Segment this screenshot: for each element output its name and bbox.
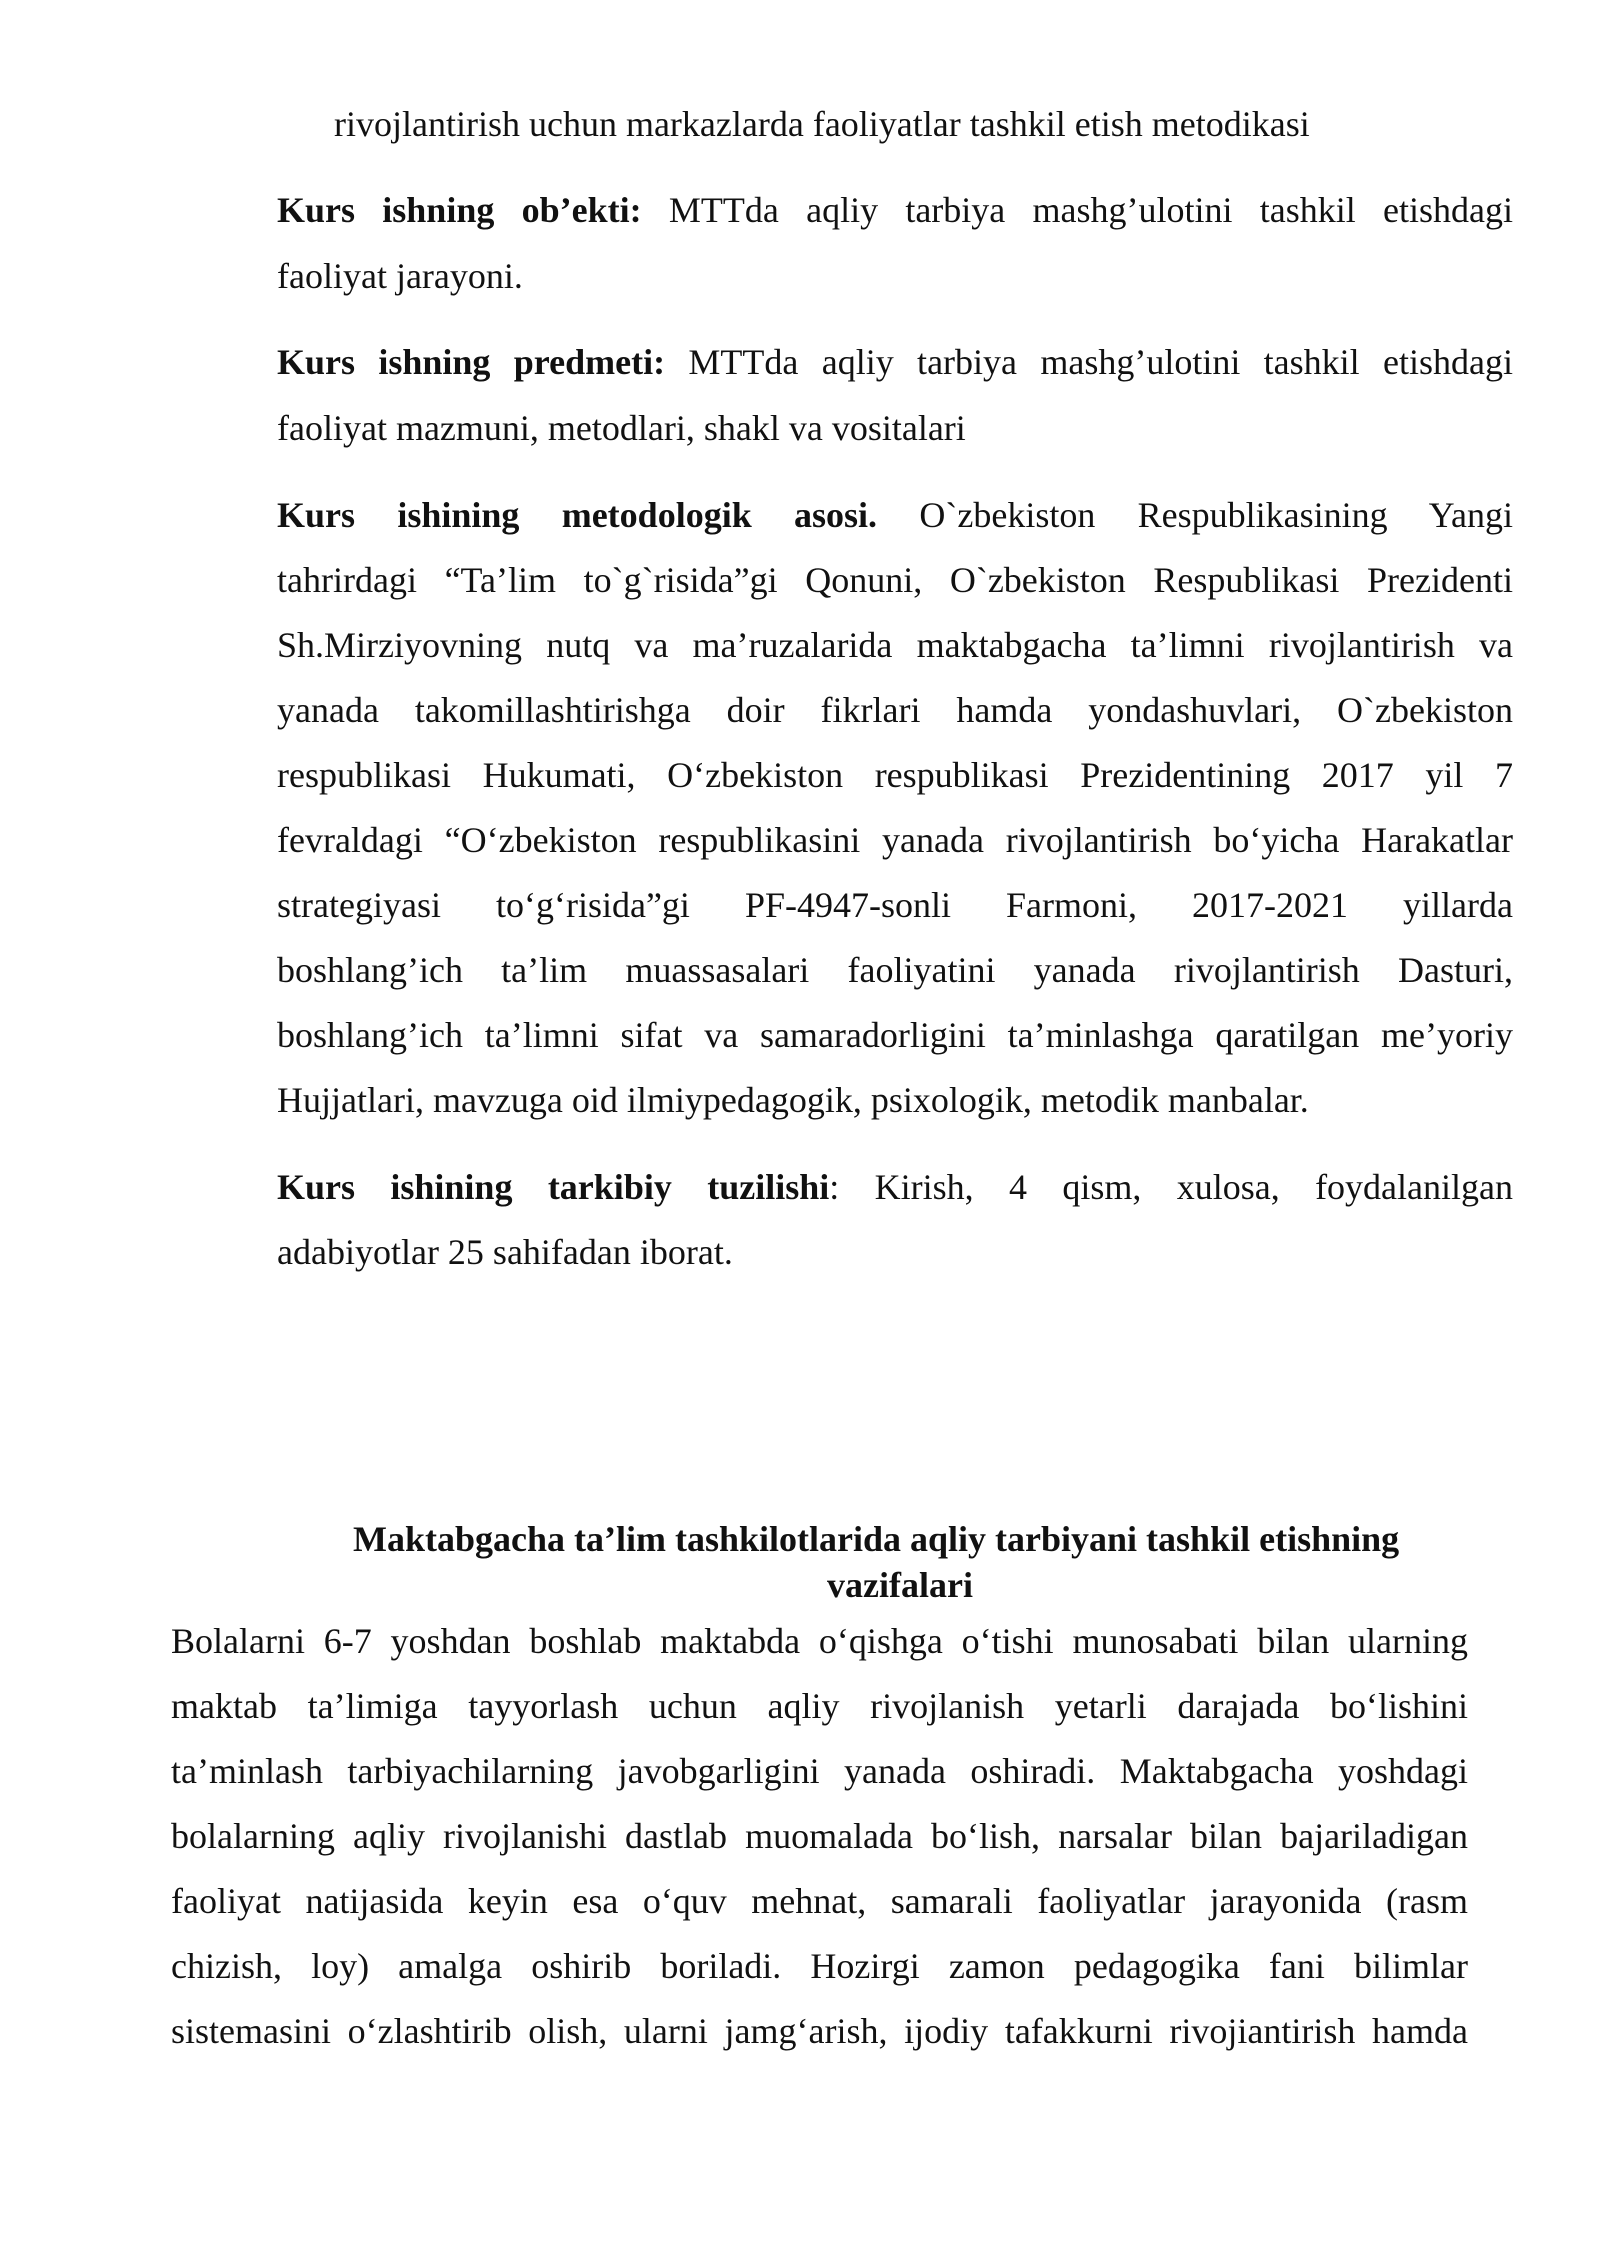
object-line-1	[277, 192, 1513, 228]
section-heading-line-2: vazifalari	[827, 1565, 973, 1605]
object-label: Kurs ishning ob’ekti:	[277, 190, 642, 230]
methodology-text: O`zbekiston Respublikasining Yangi	[919, 495, 1513, 535]
paragraph-line: Bolalarni 6-7 yoshdan boshlab maktabda o‘qishga o‘tishi munosabati bilan ularning	[171, 1621, 1468, 1661]
methodology-line: fevraldagi “O‘zbekiston respublikasini yanada rivojlantirish bo‘yicha Harakatlar	[277, 820, 1513, 860]
paragraph-line: chizish, loy) amalga oshirib boriladi. Hozirgi zamon pedagogika fani bilimlar	[171, 1946, 1468, 1986]
top-line: rivojlantirish uchun markazlarda faoliyatlar tashkil etish metodikasi	[334, 104, 1310, 144]
paragraph-line: faoliyat natijasida keyin esa o‘quv mehnat, samarali faoliyatlar jarayonida (rasm	[171, 1881, 1468, 1921]
methodology-line: boshlang’ich ta’lim muassasalari faoliyatini yanada rivojlantirish Dasturi,	[277, 950, 1513, 990]
subject-label: Kurs ishning predmeti:	[277, 342, 666, 382]
subject-line-2: faoliyat mazmuni, metodlari, shakl va vositalari	[277, 408, 966, 448]
object-line-2: faoliyat jarayoni.	[277, 256, 523, 296]
methodology-label: Kurs ishining metodologik asosi.	[277, 495, 878, 535]
methodology-line: boshlang’ich ta’limni sifat va samaradorligini ta’minlashga qaratilgan me’yoriy	[277, 1015, 1513, 1055]
object-text: MTTda aqliy tarbiya mashg’ulotini tashkil etishdagi	[668, 190, 1514, 230]
paragraph-line: ta’minlash tarbiyachilarning javobgarligini yanada oshiradi. Maktabgacha yoshdagi	[171, 1751, 1468, 1791]
methodology-line-last: Hujjatlari, mavzuga oid ilmiypedagogik, psixologik, metodik manbalar.	[277, 1080, 1309, 1120]
methodology-line: yanada takomillashtirishga doir fikrlari hamda yondashuvlari, O`zbekiston	[277, 690, 1513, 730]
subject-text: MTTda aqliy tarbiya mashg’ulotini tashkil etishdagi	[688, 342, 1513, 382]
structure-text: : Kirish, 4 qism, xulosa, foydalanilgan	[829, 1167, 1513, 1207]
methodology-line: strategiyasi to‘g‘risida”gi PF-4947-sonli Farmoni, 2017-2021 yillarda	[277, 885, 1513, 925]
structure-line-1	[277, 1169, 1513, 1205]
subject-line-1	[277, 344, 1513, 380]
structure-label: Kurs ishining tarkibiy tuzilishi	[277, 1167, 830, 1207]
paragraph-line: bolalarning aqliy rivojlanishi dastlab muomalada bo‘lish, narsalar bilan bajariladigan	[171, 1816, 1468, 1856]
methodology-line: respublikasi Hukumati, O‘zbekiston respublikasi Prezidentining 2017 yil 7	[277, 755, 1513, 795]
paragraph-line: sistemasini o‘zlashtirib olish, ularni jamg‘arish, ijodiy tafakkurni rivojiantirish hamda	[171, 2011, 1468, 2051]
structure-line-2: adabiyotlar 25 sahifadan iborat.	[277, 1232, 733, 1272]
section-heading-line-1: Maktabgacha ta’lim tashkilotlarida aqliy tarbiyani tashkil etishning	[353, 1519, 1400, 1559]
paragraph-line: maktab ta’limiga tayyorlash uchun aqliy rivojlanish yetarli darajada bo‘lishini	[171, 1686, 1468, 1726]
methodology-line: tahrirdagi “Ta’lim to`g`risida”gi Qonuni, O`zbekiston Respublikasi Prezidenti	[277, 560, 1513, 600]
methodology-line-1	[277, 497, 1513, 533]
methodology-line: Sh.Mirziyovning nutq va ma’ruzalarida maktabgacha ta’limni rivojlantirish va	[277, 625, 1513, 665]
